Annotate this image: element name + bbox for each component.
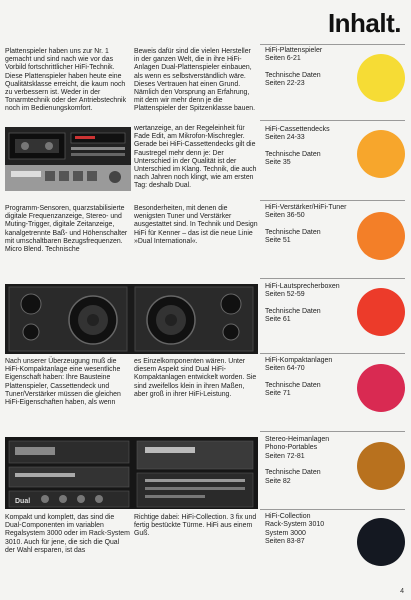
toc-tech-label: Technische Daten	[265, 71, 321, 79]
toc-label: HiFi-Kompaktanlagen	[265, 357, 333, 364]
toc-tech-label: Technische Daten	[265, 469, 321, 477]
toc-tech-pages: Seite 82	[265, 477, 291, 485]
toc-tech-pages: Seite 61	[265, 316, 291, 324]
toc-entry-kompaktanlagen[interactable]	[265, 357, 355, 399]
toc-pages: Seiten 64-70	[265, 365, 305, 373]
toc-entry-verstaerker-tuner[interactable]	[265, 204, 355, 246]
color-dot-orange	[357, 212, 405, 260]
toc-tech-label: Technische Daten	[265, 150, 321, 158]
body-text-kompaktanlagen-1: Nach unserer Überzeugung muß die HiFi-Kompaktanlage eine wesentliche Eigenschaft haben: Ihre Bausteine Plattenspieler, Cassettendeck und Tuner/Verstärker müssen die gleichen HiFi-Eigenschaften haben, als wenn	[5, 358, 121, 407]
toc-entry-plattenspieler[interactable]	[265, 47, 355, 89]
color-dot-light-orange	[357, 130, 405, 178]
body-text-cassettendecks: wertanzeige, an der Regeleinheit für Fade Edit, am Mikrofon-Mischregler. Gerade bei HiFi-Cassettendecks gilt die Faustregel mehr denn je: Der Unterschied in der Qualität ist der Unterschied im Klang. Technik, die auch nach Jahren noch klingt, wie am ersten Tag: deshalb Dual.	[134, 125, 257, 190]
svg-text:Dual: Dual	[15, 498, 31, 505]
toc-label: HiFi-Collection	[265, 513, 311, 520]
body-text-plattenspieler-2: Beweis dafür sind die vielen Hersteller in der ganzen Welt, die in ihre HiFi-Anlagen Dual-Plattenspieler einbauen, als wenn es selbstverständlich wäre. Dieses Vertrauen hat einen Grund. Nämlich den Vorsprung an Erfahrung, mit dem wir mehr denn je die Plattenspieler der Spitzenklasse bauen.	[134, 48, 256, 113]
body-text-collection-2: Richtige dabei: HiFi-Collection. 3 fix und fertig bestückte Türme. HiFi aus einem Guß.	[134, 514, 257, 538]
toc-label-2: Phono-Portables	[265, 444, 318, 452]
toc-label-3: System 3000	[265, 529, 306, 537]
toc-entry-lautsprecherboxen[interactable]	[265, 283, 355, 325]
color-dot-crimson	[357, 364, 405, 412]
toc-entry-cassettendecks[interactable]	[265, 126, 355, 168]
toc-tech-pages: Seite 71	[265, 390, 291, 398]
stereo-system-photo	[5, 437, 258, 509]
toc-label: HiFi-Plattenspieler	[265, 47, 323, 54]
toc-tech-label: Technische Daten	[265, 381, 321, 389]
toc-entry-stereo-heimanlagen[interactable]	[265, 436, 355, 486]
section-divider	[260, 278, 405, 279]
color-dot-red	[357, 288, 405, 336]
section-divider	[260, 120, 405, 121]
body-text-verstaerker-2: Besonderheiten, mit denen die wenigsten Tuner und Verstärker ausgestattet sind. In Technik und Design HiFi für Kenner – das ist die neue Linie »Dual International«.	[134, 205, 258, 245]
section-divider	[260, 44, 405, 45]
body-text-verstaerker-1: Programm-Sensoren, quarzstabilisierte digitale Frequenzanzeige, Stereo- und Muting-Trigger, digitale Zeitanzeige, kanalgetrennte Baß- und Höhenschalter mit umschaltbaren Bezugsfrequenzen. Micro Blend. Technische	[5, 205, 128, 254]
loudspeaker-photo	[5, 284, 258, 354]
toc-tech-label: Technische Daten	[265, 307, 321, 315]
toc-pages: Seiten 36-50	[265, 212, 305, 220]
section-divider	[260, 431, 405, 432]
color-dot-yellow	[357, 54, 405, 102]
toc-label: HiFi-Verstärker/HiFi-Tuner	[265, 204, 347, 211]
body-text-kompaktanlagen-2: es Einzelkomponenten wären. Unter diesem Aspekt sind Dual HiFi-Kompaktanlagen entwickelt worden. Sie sind zweifellos klein in ihren Maßen, aber groß in ihrer HiFi-Leistung.	[134, 358, 257, 398]
toc-tech-pages: Seite 51	[265, 237, 291, 245]
toc-tech-label: Technische Daten	[265, 228, 321, 236]
cassette-deck-photo	[5, 127, 131, 191]
toc-tech-pages: Seite 35	[265, 159, 291, 167]
toc-label: Stereo-Heimanlagen	[265, 436, 330, 443]
toc-label-2: Rack-System 3010	[265, 521, 325, 529]
body-text-collection-1: Kompakt und komplett, das sind die Dual-Componenten im variablen Regalsystem 3000 oder im Rack-System 3010. Auch für jene, die sich die Qual der Wahl ersparen, ist das	[5, 514, 130, 554]
toc-tech-pages: Seiten 22-23	[265, 80, 305, 88]
toc-pages: Seiten 6-21	[265, 55, 301, 63]
toc-pages: Seiten 72-81	[265, 452, 305, 460]
section-divider	[260, 353, 405, 354]
toc-pages: Seiten 83-87	[265, 538, 305, 546]
section-divider	[260, 509, 405, 510]
body-text-plattenspieler-1: Plattenspieler haben uns zur Nr. 1 gemacht und sind nach wie vor das Vorbild fortschrittlicher HiFi-Technik. Diese Plattenspieler haben heute eine Qualitätsklasse erreicht, die kaum noch zu verbessern ist. Weder in der Tonarmtechnik oder der Antriebstechnik noch im Bedienungskomfort.	[5, 48, 127, 113]
toc-pages: Seiten 24-33	[265, 134, 305, 142]
color-dot-brown	[357, 442, 405, 490]
page-number: 4	[400, 588, 404, 595]
toc-pages: Seiten 52-59	[265, 291, 305, 299]
toc-label: HiFi-Lautsprecherboxen	[265, 283, 340, 290]
color-dot-navy	[357, 518, 405, 566]
page-title: Inhalt.	[327, 8, 401, 38]
toc-label: HiFi-Cassettendecks	[265, 126, 330, 133]
section-divider	[260, 200, 405, 201]
toc-entry-hifi-collection[interactable]	[265, 513, 355, 547]
